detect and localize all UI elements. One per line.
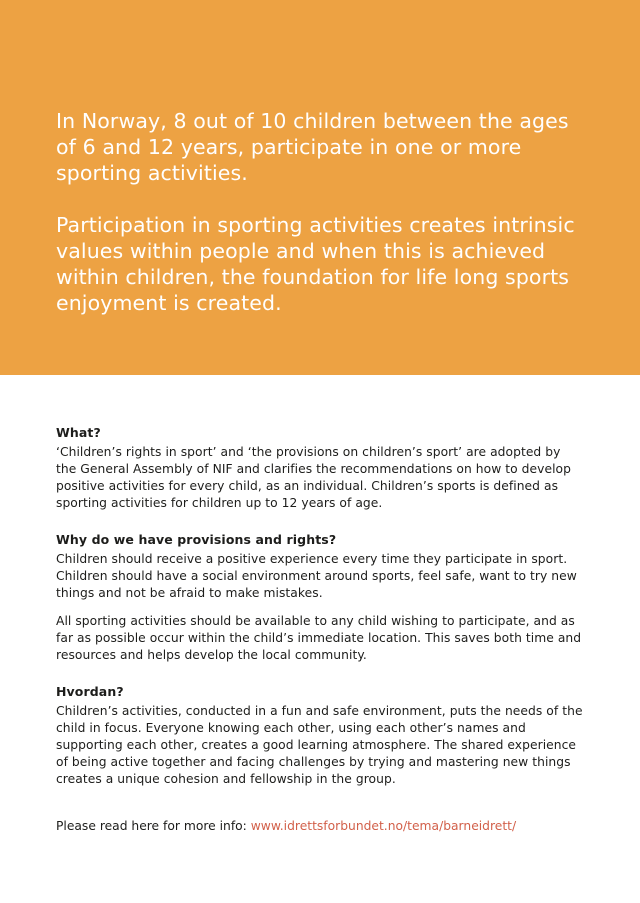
- footer-label: Please read here for more info:: [56, 819, 251, 833]
- document-body: [0, 375, 640, 835]
- hero-paragraph-1: In Norway, 8 out of 10 children between the ages of 6 and 12 years, participate in one or more sporting activities.: [56, 109, 569, 185]
- section-what: [56, 425, 584, 512]
- section-why-provisions-rights: [56, 532, 584, 664]
- hero-paragraph-2: Participation in sporting activities creates intrinsic values within people and when this is achieved within children, the foundation for life long sports enjoyment is created.: [56, 213, 575, 315]
- section-heading: Hvordan?: [56, 684, 124, 699]
- section-heading: Why do we have provisions and rights?: [56, 532, 337, 547]
- section-paragraph: ‘Children’s rights in sport’ and ‘the provisions on children’s sport’ are adopted by the General Assembly of NIF and clarifies the recommendations on how to develop positive activities for every child, as an individual. Children’s sports is defined as sporting activities for children up to 12 years of age.: [56, 445, 571, 510]
- section-paragraph: Children’s activities, conducted in a fun and safe environment, puts the needs of the child in focus. Everyone knowing each other, using each other’s names and supporting each other, creates a good learning atmosphere. The shared experience of being active together and facing challenges by trying and mastering new things creates a unique cohesion and fellowship in the group.: [56, 704, 583, 786]
- section-heading: What?: [56, 425, 101, 440]
- section-paragraph: Children should receive a positive experience every time they participate in sport. Children should have a social environment around sports, feel safe, want to try new things and not be afraid to make mistakes.: [56, 552, 577, 600]
- section-hvordan: [56, 684, 584, 788]
- section-paragraph: All sporting activities should be available to any child wishing to participate, and as far as possible occur within the child’s immediate location. This saves both time and resources and helps develop the local community.: [56, 614, 582, 662]
- hero-banner: [0, 0, 640, 375]
- footer-note: [56, 818, 584, 835]
- more-info-link[interactable]: www.idrettsforbundet.no/tema/barneidrett/: [250, 819, 517, 833]
